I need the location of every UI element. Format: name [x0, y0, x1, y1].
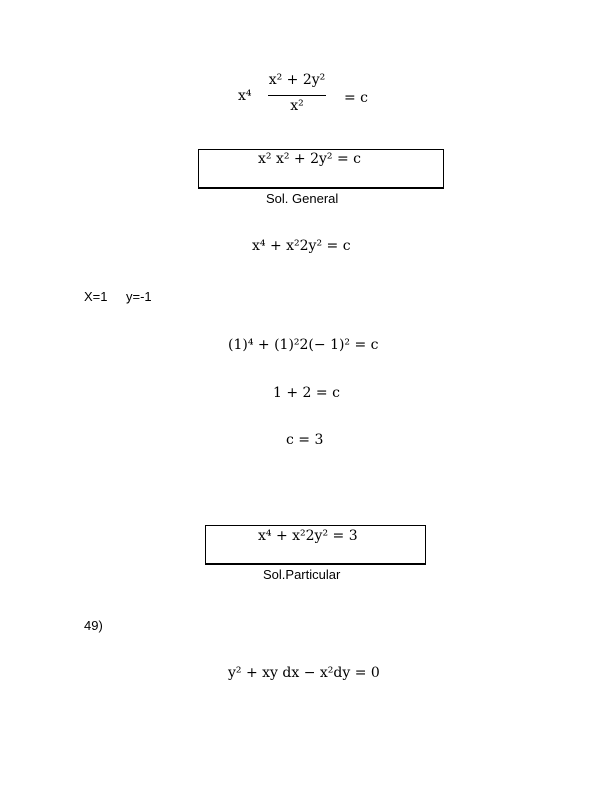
eq1-fraction-bar: [268, 95, 326, 96]
eq1-rhs: = c: [344, 90, 369, 106]
eq3: x⁴ + x²2y² = c: [252, 238, 351, 254]
condition-y: y=-1: [126, 289, 152, 304]
eq6: c = 3: [286, 432, 324, 448]
label-particular-solution: Sol.Particular: [263, 567, 341, 582]
eq8: y² + xy dx − x²dy = 0: [228, 665, 380, 681]
eq1-denominator: x²: [290, 98, 304, 114]
eq7-boxed: x⁴ + x²2y² = 3: [258, 528, 358, 544]
eq2-boxed: x² x² + 2y² = c: [258, 151, 361, 167]
eq1-coefficient: x⁴: [238, 88, 252, 104]
eq4: (1)⁴ + (1)²2(− 1)² = c: [228, 337, 379, 353]
eq1-numerator: x² + 2y²: [268, 72, 326, 88]
problem-number: 49): [84, 618, 103, 633]
label-general-solution: Sol. General: [266, 191, 339, 206]
eq5: 1 + 2 = c: [273, 385, 340, 401]
condition-x: X=1: [84, 289, 108, 304]
